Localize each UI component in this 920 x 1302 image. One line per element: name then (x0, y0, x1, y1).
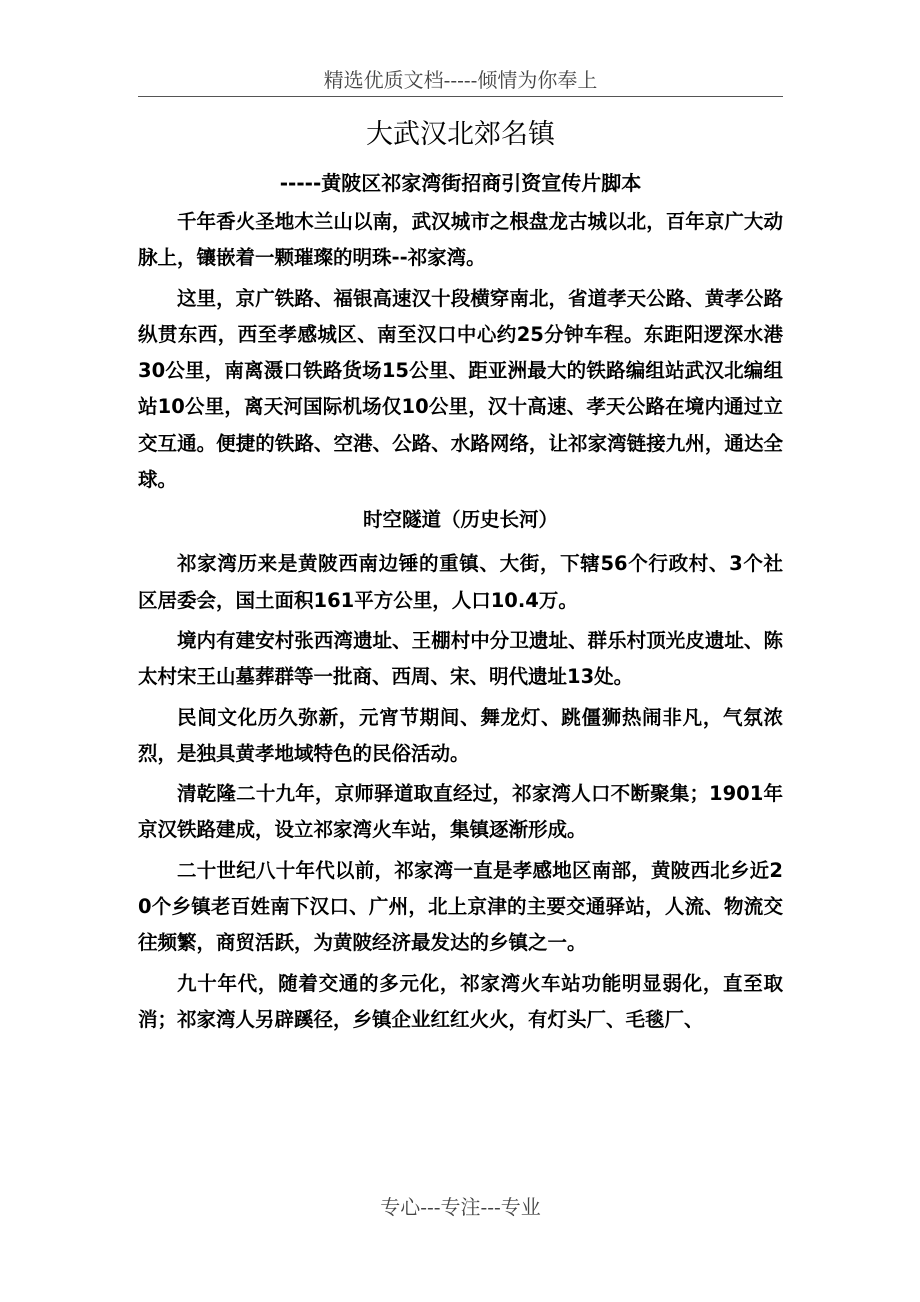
paragraph-history-1: 祁家湾历来是黄陂西南边锤的重镇、大街，下辖56个行政村、3个社区居委会，国土面积161平方公里，人口10.4万。 (138, 552, 783, 612)
document-body (138, 204, 783, 1042)
paragraph-history-3: 民间文化历久弥新，元宵节期间、舞龙灯、跳僵狮热闹非凡，气氛浓烈，是独具黄孝地域特色的民俗活动。 (138, 705, 783, 765)
page-footer: 专心---专注---专业 (380, 1195, 541, 1219)
document-subtitle: -----黄陂区祁家湾街招商引资宣传片脚本 (279, 171, 642, 195)
paragraph-history-2: 境内有建安村张西湾遗址、王棚村中分卫遗址、群乐村顶光皮遗址、陈太村宋王山墓葬群等一批商、西周、宋、明代遗址13处。 (138, 628, 783, 689)
header-rule (138, 96, 783, 97)
document-title: 大武汉北郊名镇 (366, 119, 555, 150)
section-heading: 时空隧道（历史长河） (362, 508, 558, 532)
paragraph-intro-1: 千年香火圣地木兰山以南，武汉城市之根盘龙古城以北，百年京广大动脉上，镶嵌着一颗璀璨的明珠--祁家湾。 (138, 210, 783, 270)
page-header: 精选优质文档-----倾情为你奉上 (323, 68, 598, 92)
paragraph-intro-2: 这里，京广铁路、福银高速汉十段横穿南北，省道孝天公路、黄孝公路纵贯东西，西至孝感城区、南至汉口中心约25分钟车程。东距阳逻深水港30公里，南离滠口铁路货场15公里、距亚洲最大的铁路编组站武汉北编组站10公里，离天河国际机场仅10公里，汉十高速、孝天公路在境内通过立交互通。便捷的铁路、空港、公路、水路网络，让祁家湾链接九州，通达全球。 (138, 286, 783, 492)
paragraph-history-5: 二十世纪八十年代以前，祁家湾一直是孝感地区南部，黄陂西北乡近20个乡镇老百姓南下汉口、广州，北上京津的主要交通驿站，人流、物流交往频繁，商贸活跃，为黄陂经济最发达的乡镇之一。 (138, 858, 783, 955)
paragraph-history-4: 清乾隆二十九年，京师驿道取直经过，祁家湾人口不断聚集；1901年京汉铁路建成，设立祁家湾火车站，集镇逐渐形成。 (138, 782, 783, 842)
paragraph-history-6: 九十年代，随着交通的多元化，祁家湾火车站功能明显弱化，直至取消；祁家湾人另辟蹊径，乡镇企业红红火火，有灯头厂、毛毯厂、 (138, 971, 783, 1031)
